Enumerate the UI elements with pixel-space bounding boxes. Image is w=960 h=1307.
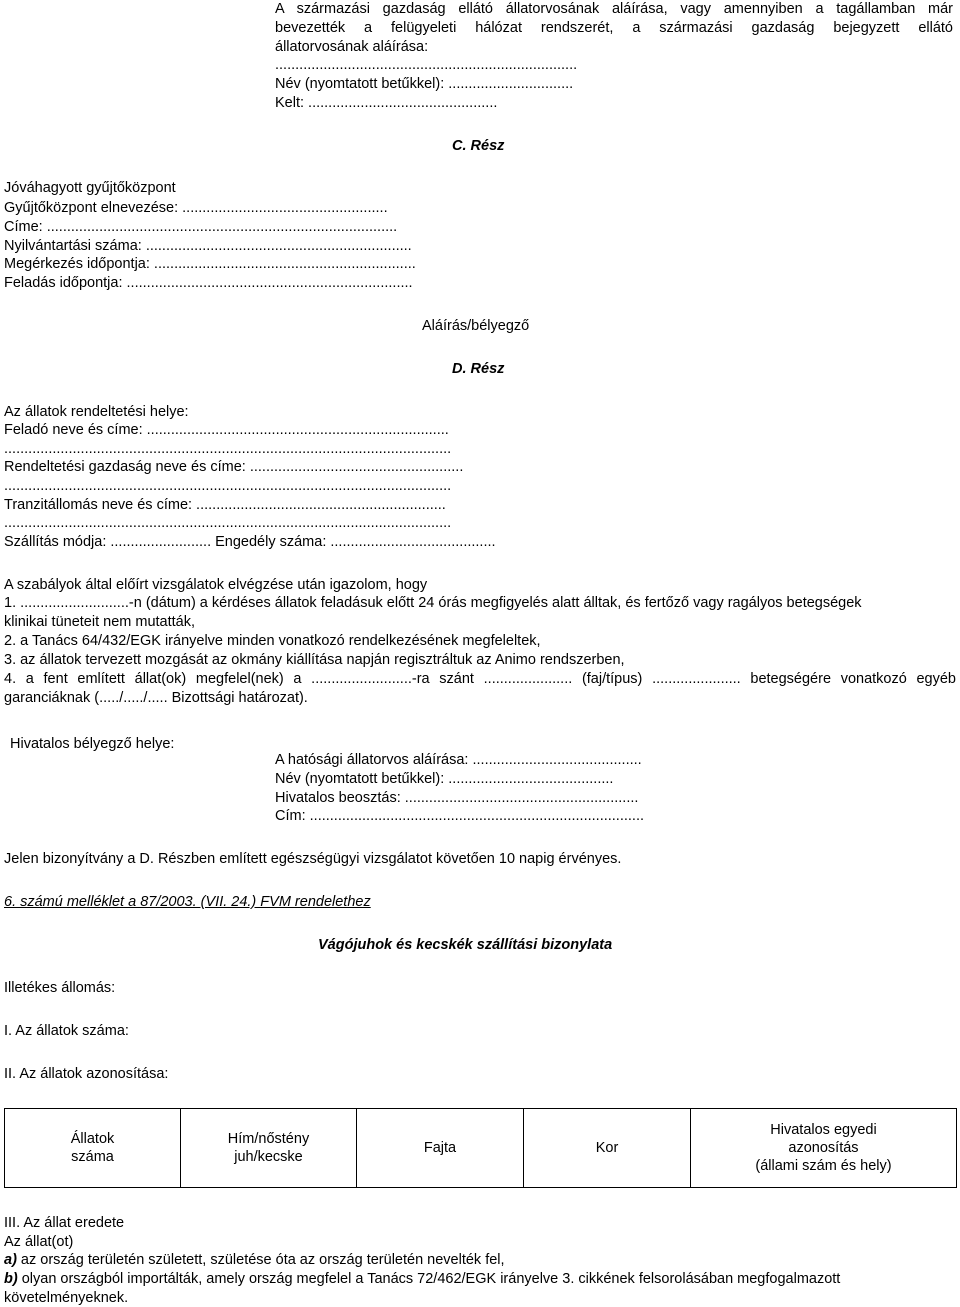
- part-d-heading: D. Rész: [452, 361, 505, 377]
- origin-intro: Az állat(ot): [4, 1234, 74, 1250]
- signature-stamp-label: Aláírás/bélyegző: [422, 318, 530, 334]
- destination-farm-dots: ...............................................................................................................: [4, 478, 452, 494]
- animal-identification-table: [4, 1108, 957, 1188]
- top-line-2: bevezették a felügyeleti hálózat rendszerét, a származási gazdaság bejegyzett ellátó: [275, 20, 953, 36]
- official-name-field: Név (nyomtatott betűkkel): .........................................: [275, 771, 614, 787]
- competent-station-label: Illetékes állomás:: [4, 980, 116, 996]
- official-vet-signature: A hatósági állatorvos aláírása: ..........................................: [275, 752, 642, 768]
- top-line-3: állatorvosának aláírása:: [275, 39, 429, 55]
- origin-option-a: [4, 1251, 505, 1269]
- option-a-label: a): [4, 1252, 17, 1268]
- clause-4: 4. a fent említett állat(ok) megfelel(nek) a .........................-ra szánt ...................... (faj/típus) ...................... betegségére vonatkozó egyéb: [4, 671, 956, 687]
- validity-note: Jelen bizonyítvány a D. Részben említett egészségügyi vizsgálatot követően 10 napig érvényes.: [4, 851, 622, 867]
- table-header-cell: [357, 1109, 524, 1188]
- clause-1-cont: klinikai tüneteit nem mutatták,: [4, 614, 196, 630]
- header-line: Hím/nőstény: [227, 1131, 310, 1147]
- top-line-1: A származási gazdaság ellátó állatorvosának aláírása, vagy amennyiben a tagállamban már: [275, 1, 953, 17]
- sender-dots: ...............................................................................................................: [4, 441, 452, 457]
- official-stamp-label: Hivatalos bélyegző helye:: [10, 736, 175, 752]
- arrival-time-field: Megérkezés időpontja: .................................................................: [4, 256, 416, 272]
- annex-reference: 6. számú melléklet a 87/2003. (VII. 24.) FVM rendelethez: [4, 894, 371, 910]
- origin-heading: III. Az állat eredete: [4, 1215, 125, 1231]
- sender-field: Feladó neve és címe: ...........................................................................: [4, 422, 449, 438]
- header-line: Kor: [595, 1140, 619, 1156]
- table-header-row: [5, 1109, 957, 1188]
- transport-field: Szállítás módja: ......................... Engedély száma: .........................................: [4, 534, 496, 550]
- table-header-cell: [524, 1109, 691, 1188]
- header-line: Állatok: [70, 1131, 115, 1147]
- transit-field: Tranzitállomás neve és címe: ..............................................................: [4, 497, 446, 513]
- top-date-field: Kelt: ...............................................: [275, 95, 498, 111]
- origin-option-b: [4, 1270, 840, 1288]
- header-line: száma: [71, 1149, 114, 1165]
- transit-dots: ...............................................................................................................: [4, 515, 452, 531]
- clause-1: 1. ...........................-n (dátum) a kérdéses állatok feladásuk előtt 24 órás megfigyelés alatt álltak, és fertőző vagy ragályos betegségek: [4, 595, 862, 611]
- centre-reg-field: Nyilvántartási száma: ..................................................................: [4, 238, 412, 254]
- clause-2: 2. a Tanács 64/432/EGK irányelve minden vonatkozó rendelkezésének megfeleltek,: [4, 633, 541, 649]
- part-c-heading: C. Rész: [452, 138, 505, 154]
- option-a-text: az ország területén született, születése óta az ország területén nevelték fel,: [16, 1252, 505, 1268]
- header-line: Hivatalos egyedi: [770, 1122, 877, 1138]
- header-line: juh/kecske: [234, 1149, 303, 1165]
- origin-option-b-cont: követelményeknek.: [4, 1290, 129, 1306]
- official-position-field: Hivatalos beosztás: ..........................................................: [275, 790, 639, 806]
- table-header-cell: [181, 1109, 357, 1188]
- header-line: azonosítás: [788, 1140, 859, 1156]
- table-header-cell: [691, 1109, 957, 1188]
- clause-4-cont: garanciáknak (...../...../..... Bizottsági határozat).: [4, 690, 308, 706]
- header-line: Fajta: [423, 1140, 457, 1156]
- destination-label: Az állatok rendeltetési helye:: [4, 404, 189, 420]
- destination-farm-field: Rendeltetési gazdaság neve és címe: .....................................................: [4, 459, 464, 475]
- official-address-field: Cím: ...................................................................................: [275, 808, 645, 824]
- clause-3: 3. az állatok tervezett mozgását az okmány kiállítása napján regisztráltuk az Animo rendszerben,: [4, 652, 625, 668]
- document-title: Vágójuhok és kecskék szállítási bizonylata: [318, 937, 613, 953]
- approved-centre-label: Jóváhagyott gyűjtőközpont: [4, 180, 176, 196]
- header-line: (állami szám és hely): [755, 1158, 892, 1174]
- top-dots: ...........................................................................: [275, 57, 578, 73]
- table-header-cell: [5, 1109, 181, 1188]
- departure-time-field: Feladás időpontja: .......................................................................: [4, 275, 413, 291]
- animal-identification-label: II. Az állatok azonosítása:: [4, 1066, 169, 1082]
- option-b-text: olyan országból importálták, amely ország megfelel a Tanács 72/462/EGK irányelve 3. cikkének felsorolásában megfogalmazott: [17, 1271, 841, 1287]
- centre-name-field: Gyűjtőközpont elnevezése: ...................................................: [4, 200, 388, 216]
- animal-count-label: I. Az állatok száma:: [4, 1023, 129, 1039]
- top-name-field: Név (nyomtatott betűkkel): ...............................: [275, 76, 574, 92]
- certify-text: A szabályok által előírt vizsgálatok elvégzése után igazolom, hogy: [4, 577, 428, 593]
- option-b-label: b): [4, 1271, 18, 1287]
- centre-address-field: Címe: .......................................................................................: [4, 219, 398, 235]
